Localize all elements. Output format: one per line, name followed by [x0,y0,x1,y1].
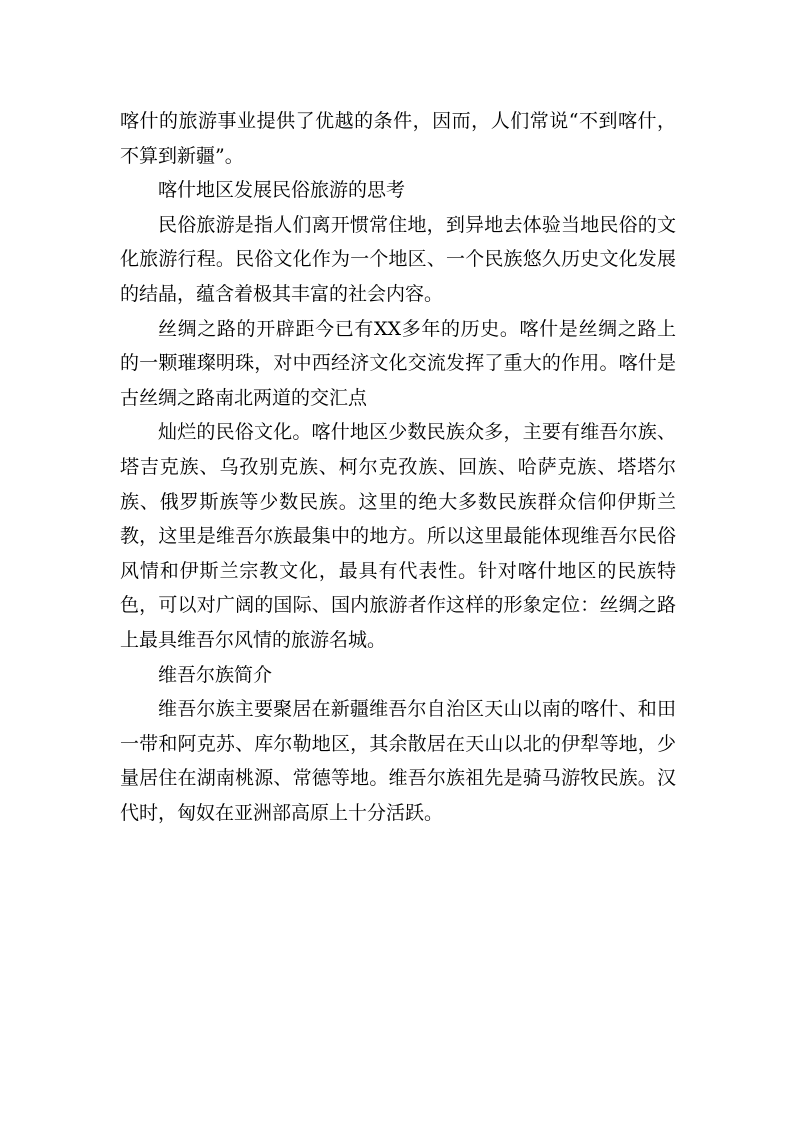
section-heading-uyghur: 维吾尔族简介 [158,663,273,686]
paragraph-folk-tourism-definition: 民俗旅游是指人们离开惯常住地，到异地去体验当地民俗的文化旅游行程。民俗文化作为一个地区、一个民族悠久历史文化发展的结晶，蕴含着极其丰富的社会内容。 [120,213,676,305]
paragraph-silk-road: 丝绸之路的开辟距今已有XX多年的历史。喀什是丝绸之路上的一颗璀璨明珠，对中西经济文化交流发挥了重大的作用。喀什是古丝绸之路南北两道的交汇点 [120,317,676,409]
section-heading-folk-tourism: 喀什地区发展民俗旅游的思考 [158,179,406,202]
paragraph-intro: 喀什的旅游事业提供了优越的条件，因而，人们常说“不到喀什，不算到新疆”。 [120,110,676,167]
paragraph-uyghur-intro: 维吾尔族主要聚居在新疆维吾尔自治区天山以南的喀什、和田一带和阿克苏、库尔勒地区，其余散居在天山以北的伊犁等地，少量居住在湖南桃源、常德等地。维吾尔族祖先是骑马游牧民族。汉代时，匈奴在亚洲部高原上十分活跃。 [120,698,676,824]
document-body [120,104,676,830]
paragraph-folk-culture: 灿烂的民俗文化。喀什地区少数民族众多，主要有维吾尔族、塔吉克族、乌孜别克族、柯尔克孜族、回族、哈萨克族、塔塔尔族、俄罗斯族等少数民族。这里的绝大多数民族群众信仰伊斯兰教，这里是维吾尔族最集中的地方。所以这里最能体现维吾尔民俗风情和伊斯兰宗教文化，最具有代表性。针对喀什地区的民族特色，可以对广阔的国际、国内旅游者作这样的形象定位：丝绸之路上最具维吾尔风情的旅游名城。 [120,421,676,651]
